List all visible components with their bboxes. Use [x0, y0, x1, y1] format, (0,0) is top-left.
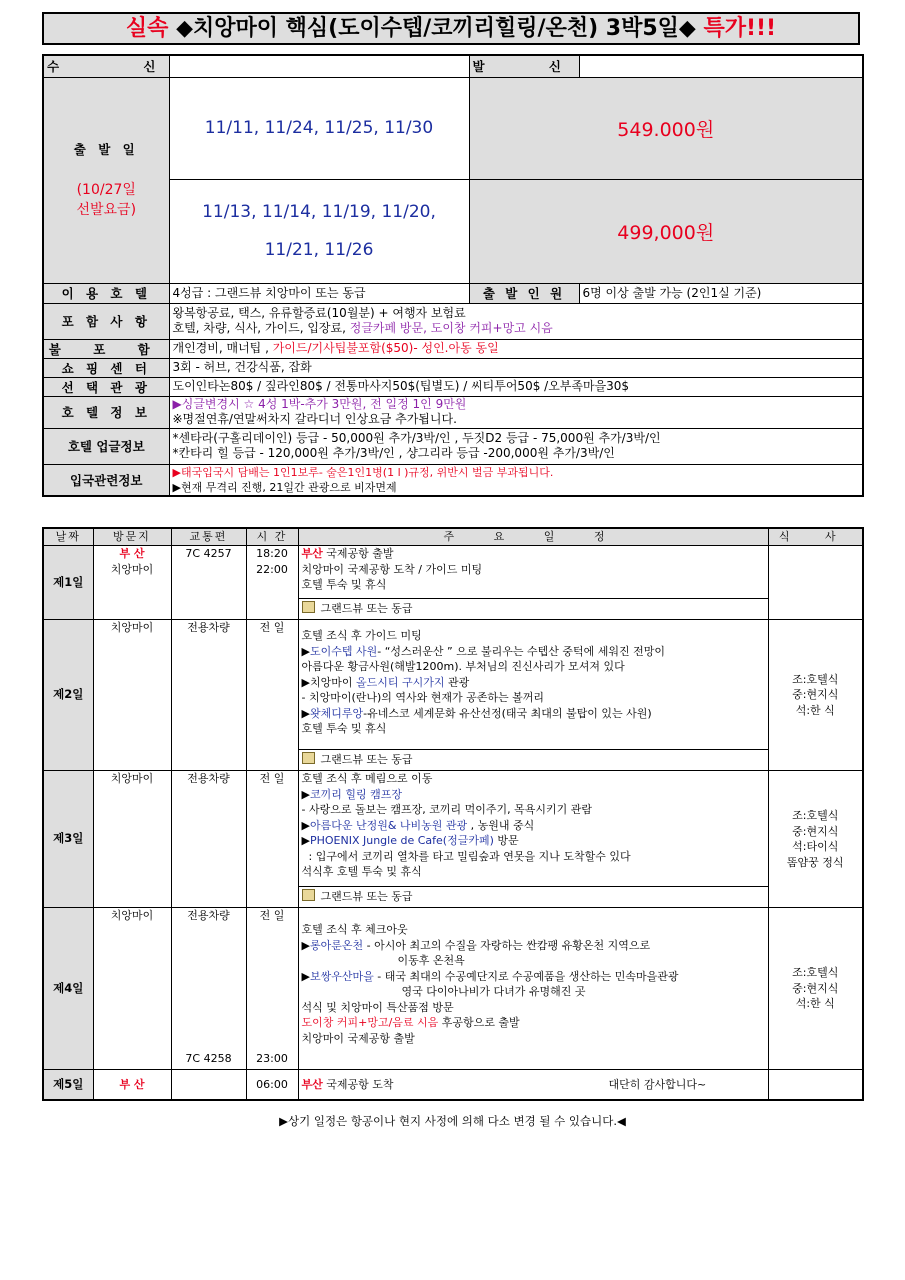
day3-line3: - 사랑으로 돌보는 캠프장, 코끼리 먹이주기, 목욕시키기 관람 — [301, 803, 592, 816]
include-line2 — [173, 321, 860, 336]
day1-label: 제1일 — [43, 546, 93, 620]
day4-transport-cell — [171, 908, 246, 1070]
col-header-itinerary: 주 요 일 정 — [298, 528, 768, 546]
day3-line5-b: PHOENIX Jungle de Cafe(정글카페) — [309, 834, 494, 847]
day4-line1: 호텔 조식 후 체크아웃 — [301, 923, 408, 936]
price-2: 499,000원 — [469, 179, 863, 283]
dates-2-line2: 11/21, 11/26 — [264, 240, 374, 260]
recipient-value — [169, 55, 469, 77]
exclude-label: 불 포 함 — [43, 339, 169, 358]
upgrade-line2: *칸타리 힐 등급 - 120,000원 추가/3박/인 , 샹그리라 등급 -200,000원 추가/3박/인 — [172, 446, 615, 460]
day4-line4 — [302, 969, 765, 985]
day4-line5: 영국 다이아나비가 다녀가 유명해진 곳 — [401, 985, 586, 998]
title-prefix: 실속 — [125, 16, 169, 41]
day4-meal-2: 중:현지식 — [792, 981, 839, 995]
day2-line6-b: 왓체디루앙 — [309, 706, 364, 720]
day1-time-b: 22:00 — [256, 562, 288, 576]
hotelinfo-line2: ※명절연휴/연말써차지 갈라디너 인상요금 추가됩니다. — [172, 412, 457, 426]
day3-line4-a: ▶ — [301, 818, 310, 832]
include-label: 포 함 사 항 — [43, 303, 169, 339]
upgrade-label: 호텔 업글정보 — [43, 428, 169, 464]
hotel-icon — [302, 889, 315, 901]
entry-line1: ▶태국입국시 담배는 1인1보루- 술은1인1병(1 l )규정, 위반시 벌금 부과됩니다. — [172, 465, 554, 479]
day4-line2-a: ▶ — [301, 938, 310, 952]
departure-cell — [43, 77, 169, 283]
day4-line4-a: ▶ — [301, 969, 310, 983]
day2-line4-c: 관광 — [444, 675, 470, 689]
day1-hotel — [298, 599, 768, 620]
day2-line4 — [302, 675, 765, 691]
day2-line7: 호텔 투숙 및 휴식 — [301, 722, 387, 735]
day4-line3: 이동후 온천욕 — [397, 954, 465, 967]
day3-hotel — [298, 887, 768, 908]
day4-itinerary — [298, 908, 768, 1070]
day4-line2-c: - 아시아 최고의 수질을 자랑하는 싼캄팽 유황온천 지역으로 — [363, 938, 651, 952]
day1-meal — [768, 546, 863, 620]
day4-place: 치앙마이 — [93, 908, 171, 1070]
day4-line8: 치앙마이 국제공항 출발 — [301, 1031, 415, 1045]
day2-line4-b: 올드시티 구시가지 — [355, 675, 445, 689]
day2-line5: - 치앙마이(란나)의 역사와 현재가 공존하는 볼꺼리 — [301, 691, 545, 704]
day1-time-a: 18:20 — [256, 547, 288, 560]
day2-line4-a: ▶치앙마이 — [301, 675, 356, 689]
entry-line2: ▶현재 무격리 진행, 21일간 관광으로 비자면제 — [172, 480, 397, 494]
day3-line4 — [302, 818, 765, 834]
day3-line5 — [302, 833, 765, 849]
exclude-a: 개인경비, 매너팁 , — [172, 341, 273, 355]
day5-itinerary — [298, 1070, 768, 1100]
day4-time-cell — [246, 908, 298, 1070]
day5-label: 제5일 — [43, 1070, 93, 1100]
include-line1: 왕복항공료, 택스, 유류할증료(10월분) + 여행자 보험료 — [172, 306, 466, 320]
day5-meal — [768, 1070, 863, 1100]
day3-itinerary — [298, 771, 768, 887]
dates-2-line1: 11/13, 11/14, 11/19, 11/20, — [202, 202, 436, 222]
day1-time — [246, 546, 298, 620]
day3-meal — [768, 771, 863, 908]
day3-meal-1: 조:호텔식 — [792, 809, 839, 822]
hotel-label: 이 용 호 텔 — [43, 283, 169, 303]
day2-label: 제2일 — [43, 620, 93, 771]
day5-thanks: 대단히 감사합니다~ — [608, 1078, 707, 1091]
day3-transport: 전용차량 — [171, 771, 246, 908]
day2-meal-3: 석:한 식 — [795, 703, 835, 717]
day2-meal-2: 중:현지식 — [792, 688, 839, 702]
option-value: 도이인타논80$ / 짚라인80$ / 전통마사지50$(팁별도) / 씨티투어50$ /오부족마을30$ — [169, 377, 863, 396]
sender-label: 발 신 — [469, 55, 579, 77]
day1-flight: 7C 4257 — [171, 546, 246, 620]
day3-hotel-note: 그랜드뷰 또는 동급 — [320, 890, 413, 904]
day4-line2 — [302, 938, 765, 954]
day2-line2-c: - “성스러운산 ” 으로 불리우는 수텝산 중턱에 세워진 전망이 — [377, 644, 665, 658]
day4-line7-a: 도이창 커피+망고/음료 시음 — [301, 1016, 439, 1029]
day1-place — [93, 546, 171, 620]
day5-transport — [171, 1070, 246, 1100]
day2-hotel-note: 그랜드뷰 또는 동급 — [320, 753, 413, 767]
day1-place-b: 치앙마이 — [110, 562, 154, 576]
title-main: ◆치앙마이 핵심(도이수텝/코끼리힐링/온천) 3박5일◆ — [168, 16, 704, 41]
day3-line4-b: 아름다운 난정원& 나비농원 관광 — [309, 818, 468, 832]
day4-time-b: 23:00 — [256, 1051, 288, 1065]
day3-line5-c: 방문 — [493, 834, 519, 847]
page-title — [42, 12, 860, 45]
day2-meal — [768, 620, 863, 771]
day4-flight: 7C 4258 — [185, 1051, 232, 1065]
hotel-icon — [302, 752, 315, 764]
day3-time: 전 일 — [246, 771, 298, 908]
day2-time: 전 일 — [246, 620, 298, 771]
col-header-transport: 교통편 — [171, 528, 246, 546]
col-header-place: 방문지 — [93, 528, 171, 546]
include-value — [169, 303, 863, 339]
day3-line2-b: 코끼리 힐링 캠프장 — [309, 787, 402, 801]
day3-meal-2: 중:현지식 — [792, 824, 839, 838]
day2-place: 치앙마이 — [93, 620, 171, 771]
hotel-value: 4성급 : 그랜드뷰 치앙마이 또는 동급 — [169, 283, 469, 303]
day2-meal-1: 조:호텔식 — [792, 672, 839, 686]
day4-line4-b: 보쌍우산마을 — [309, 969, 374, 983]
upgrade-value — [169, 428, 863, 464]
day1-line1 — [302, 546, 765, 562]
day4-meal-3: 석:한 식 — [795, 997, 835, 1011]
day2-line2-b: 도이수텝 사원 — [309, 644, 378, 658]
option-label: 선 택 관 광 — [43, 377, 169, 396]
day5-line1-b: 국제공항 도착 — [322, 1077, 394, 1091]
col-header-time: 시 간 — [246, 528, 298, 546]
day4-line4-c: - 태국 최대의 수공예단지로 수공예품을 생산하는 민속마을관광 — [373, 969, 679, 983]
shopping-label: 쇼 핑 센 터 — [43, 358, 169, 377]
day1-hotel-note: 그랜드뷰 또는 동급 — [320, 602, 413, 616]
day3-place: 치앙마이 — [93, 771, 171, 908]
day1-line3: 호텔 투숙 및 휴식 — [301, 578, 387, 591]
min-pax-label: 출 발 인 원 — [469, 283, 579, 303]
day4-line7 — [302, 1015, 765, 1031]
day1-line1-b: 국제공항 출발 — [322, 547, 394, 560]
day3-line6: : 입구에서 코끼리 열차를 타고 밀림숲과 연못을 지나 도착할수 있다 — [301, 849, 631, 863]
min-pax-value: 6명 이상 출발 가능 (2인1실 기준) — [579, 283, 863, 303]
day4-line6: 석식 및 치앙마이 특산품점 방문 — [301, 1000, 454, 1014]
day5-time: 06:00 — [246, 1070, 298, 1100]
departure-label: 출 발 일 — [73, 142, 139, 157]
day3-line7: 석식후 호텔 투숙 및 휴식 — [301, 865, 422, 878]
footer-notice: ▶상기 일정은 항공이나 현지 사정에 의해 다소 변경 될 수 있습니다.◀ — [279, 1114, 626, 1128]
day2-itinerary — [298, 620, 768, 750]
day2-line2-a: ▶ — [301, 644, 310, 658]
day1-itinerary — [298, 546, 768, 599]
day2-line6 — [302, 706, 765, 722]
day1-line2: 치앙마이 국제공항 도착 / 가이드 미팅 — [301, 562, 483, 576]
day4-line7-b: 후공항으로 출발 — [438, 1016, 520, 1029]
schedule-table — [42, 527, 864, 1101]
day5-place: 부 산 — [93, 1070, 171, 1100]
day3-line2-a: ▶ — [301, 787, 310, 801]
info-table — [42, 54, 864, 497]
hotelinfo-line1: ▶싱글변경시 ☆ 4성 1박-추가 3만원, 전 일정 1인 9만원 — [172, 397, 467, 411]
entry-value — [169, 464, 863, 496]
day4-line2-b: 롱아룬온천 — [309, 938, 364, 952]
recipient-label: 수 신 — [43, 55, 169, 77]
day5-line1-a: 부산 — [301, 1077, 323, 1091]
day4-meal-1: 조:호텔식 — [792, 966, 839, 980]
day2-line2 — [302, 644, 765, 660]
shopping-value: 3회 - 허브, 건강식품, 잡화 — [169, 358, 863, 377]
exclude-value — [169, 339, 863, 358]
upgrade-line1: *센타라(구홀리데이인) 등급 - 50,000원 추가/3박/인 , 두짓D2 등급 - 75,000원 추가/3박/인 — [172, 431, 661, 445]
col-header-date: 날짜 — [43, 528, 93, 546]
day2-hotel — [298, 750, 768, 771]
departure-dates-2 — [169, 179, 469, 283]
day2-line3: 아름다운 황금사원(해발1200m). 부처님의 진신사리가 모셔져 있다 — [301, 660, 625, 673]
sender-value — [579, 55, 863, 77]
day1-line1-a: 부산 — [301, 547, 323, 560]
hotelinfo-label: 호 텔 정 보 — [43, 396, 169, 428]
day2-line1: 호텔 조식 후 가이드 미팅 — [301, 629, 422, 642]
day1-place-a: 부 산 — [119, 547, 145, 560]
day4-transport: 전용차량 — [187, 909, 230, 922]
include-line2-a: 호텔, 차량, 식사, 가이드, 입장료, — [172, 321, 350, 335]
hotel-icon — [302, 601, 315, 613]
day3-line1: 호텔 조식 후 메림으로 이동 — [301, 772, 433, 785]
hotelinfo-value — [169, 396, 863, 428]
day4-meal — [768, 908, 863, 1070]
day3-meal-4: 똠얌꿍 정식 — [786, 855, 844, 869]
price-1: 549.000원 — [469, 77, 863, 179]
early-rate-note: (10/27일 선발요금) — [76, 182, 137, 218]
day4-time: 전 일 — [259, 909, 285, 922]
day2-line6-a: ▶ — [301, 706, 310, 720]
day4-label: 제4일 — [43, 908, 93, 1070]
day3-line2 — [302, 787, 765, 803]
day2-transport: 전용차량 — [171, 620, 246, 771]
day3-line4-c: , 농원내 중식 — [467, 818, 535, 832]
day3-label: 제3일 — [43, 771, 93, 908]
day3-meal-3: 석:타이식 — [792, 840, 839, 853]
departure-dates-1: 11/11, 11/24, 11/25, 11/30 — [169, 77, 469, 179]
include-line2-b: 정글카페 방문, 도이창 커피+망고 시음 — [349, 321, 553, 335]
col-header-meal: 식 사 — [768, 528, 863, 546]
entry-label: 입국관련정보 — [43, 464, 169, 496]
day2-line6-c: -유네스코 세계문화 유산선정(태국 최대의 불탑이 있는 사원) — [363, 706, 652, 720]
title-suffix: 특가!!! — [703, 16, 777, 41]
exclude-b: 가이드/기사팁불포함($50)- 성인.아동 동일 — [272, 341, 499, 355]
day3-line5-a: ▶ — [301, 834, 310, 847]
